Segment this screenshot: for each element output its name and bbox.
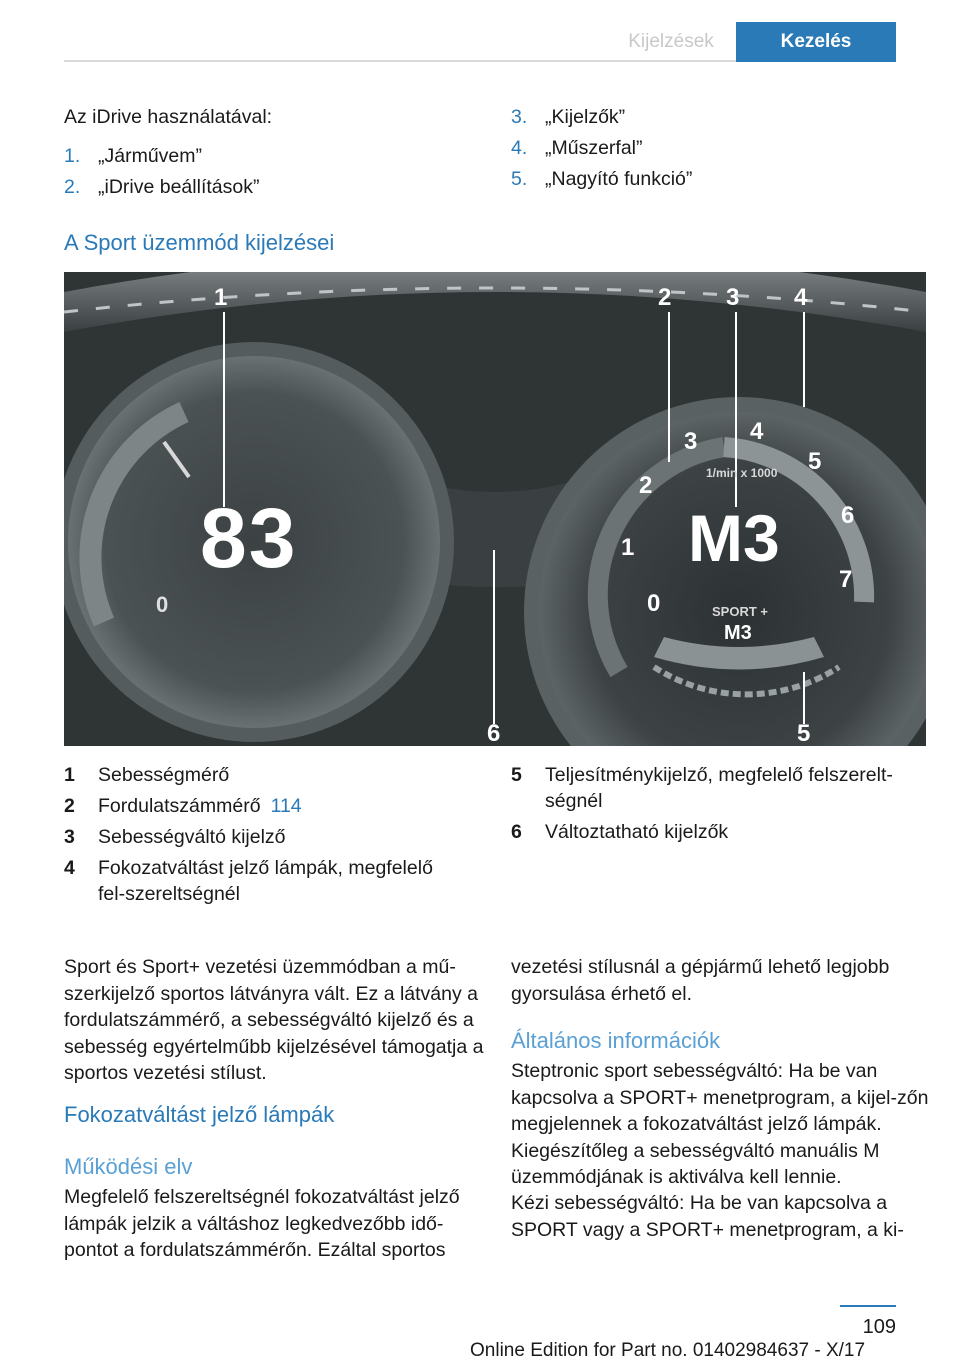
- body-paragraph: Sport és Sport+ vezetési üzemmódban a mű-szerkijelző sportos látványra vált. Ez a látvány a fordulatszámmérő, a sebességváltó kijelző és a sebesség egyértelműbb kijelzésével támogatja a sportos vezetési stílust.: [64, 956, 484, 1084]
- rpm-unit-label: 1/min x 1000: [706, 466, 778, 480]
- page-number: 109: [862, 1316, 896, 1338]
- tab-section[interactable]: Kijelzések: [628, 31, 714, 52]
- step-item: [511, 104, 911, 135]
- legend-text: Teljesítménykijelző, megfelelő felszerelt-ségnél: [545, 764, 893, 812]
- step-item: [64, 174, 484, 205]
- step-number: 4.: [511, 137, 528, 159]
- rpm-tick: 0: [647, 590, 661, 617]
- rpm-tick: 7: [839, 566, 853, 593]
- rpm-tick: 5: [808, 448, 822, 475]
- mode-gear-label: M3: [724, 622, 752, 644]
- heading-general-info: Általános információk: [511, 1028, 721, 1053]
- tab-chapter[interactable]: Kezelés: [736, 22, 896, 62]
- cluster-illustration: [64, 272, 926, 746]
- callout-label: 6: [487, 720, 501, 746]
- step-text: „Kijelzők”: [545, 106, 626, 128]
- step-number: 1.: [64, 145, 81, 167]
- legend-number: 4: [64, 857, 75, 879]
- legend-item: [64, 824, 484, 850]
- footer-rule: [840, 1305, 896, 1307]
- rpm-tick: 4: [750, 418, 764, 445]
- intro-left: [64, 104, 484, 205]
- legend-text: Fordulatszámmérő: [98, 795, 261, 817]
- rpm-tick: 2: [639, 472, 653, 499]
- callout-label: 1: [214, 284, 228, 311]
- legend-number: 2: [64, 795, 75, 817]
- legend-number: 1: [64, 764, 75, 786]
- step-text: „Járművem”: [98, 145, 203, 167]
- body-paragraph: Steptronic sport sebességváltó: Ha be van kapcsolva a SPORT+ menetprogram, a kijel-zőn megjelennek a fokozatváltást jelző lámpák. Kiegészítőleg a sebességváltó manuális M üzemmódjának is aktiválva kell lennie.: [511, 1060, 929, 1188]
- legend-number: 3: [64, 826, 75, 848]
- body-paragraph: vezetési stílusnál a gépjármű lehető legjobb gyorsulása érhető el.: [511, 956, 890, 1005]
- page-reference-link[interactable]: 114: [270, 795, 302, 817]
- legend-item: [511, 819, 901, 845]
- step-text: „iDrive beállítások”: [98, 176, 260, 198]
- rpm-tick: 6: [841, 502, 855, 529]
- step-text: „Műszerfal”: [545, 137, 643, 159]
- rpm-tick: 3: [684, 428, 698, 455]
- edition-note: Online Edition for Part no. 01402984637 - X/17: [470, 1340, 866, 1361]
- callout-label: 3: [726, 284, 740, 311]
- body-paragraph: Kézi sebességváltó: Ha be van kapcsolva a SPORT vagy a SPORT+ menetprogram, a ki-: [511, 1192, 904, 1241]
- legend-right: [511, 762, 901, 850]
- speed-readout: 83: [200, 491, 298, 585]
- step-item: [511, 166, 911, 197]
- legend-item: [64, 762, 484, 788]
- callout-label: 2: [658, 284, 672, 311]
- heading-shift-lights: Fokozatváltást jelző lámpák: [64, 1102, 335, 1127]
- intro-lead: Az iDrive használatával:: [64, 106, 273, 128]
- step-number: 2.: [64, 176, 81, 198]
- rpm-tick: 1: [621, 534, 635, 561]
- step-number: 5.: [511, 168, 528, 190]
- legend-text: Sebességmérő: [98, 764, 230, 786]
- callout-label: 4: [794, 284, 808, 311]
- step-text: „Nagyító funkció”: [545, 168, 693, 190]
- mode-label: SPORT +: [712, 604, 768, 619]
- instrument-cluster-figure: [64, 272, 926, 746]
- speed-zero-label: 0: [156, 592, 169, 617]
- legend-item: [511, 762, 901, 814]
- gear-readout: M3: [688, 501, 780, 575]
- step-item: [511, 135, 911, 166]
- callout-label: 5: [797, 720, 811, 746]
- legend-number: 5: [511, 764, 522, 786]
- legend-text: Sebességváltó kijelző: [98, 826, 286, 848]
- intro-right: [511, 104, 911, 197]
- legend-number: 6: [511, 821, 522, 843]
- body-paragraph: Megfelelő felszereltségnél fokozatváltást jelző lámpák jelzik a váltáshoz legkedvezőbb idő-pontot a fordulatszámmérőn. Ezáltal sportos: [64, 1186, 460, 1261]
- legend-text: Változtatható kijelzők: [545, 821, 729, 843]
- page-header: [0, 22, 960, 62]
- legend-item: [64, 855, 464, 907]
- legend-text: Fokozatváltást jelző lámpák, megfelelő fel-szereltségnél: [98, 857, 433, 905]
- section-title: A Sport üzemmód kijelzései: [64, 230, 335, 255]
- legend-item: [64, 793, 484, 819]
- legend-left: [64, 762, 484, 912]
- step-number: 3.: [511, 106, 528, 128]
- heading-principle: Működési elv: [64, 1154, 193, 1179]
- step-item: [64, 143, 484, 174]
